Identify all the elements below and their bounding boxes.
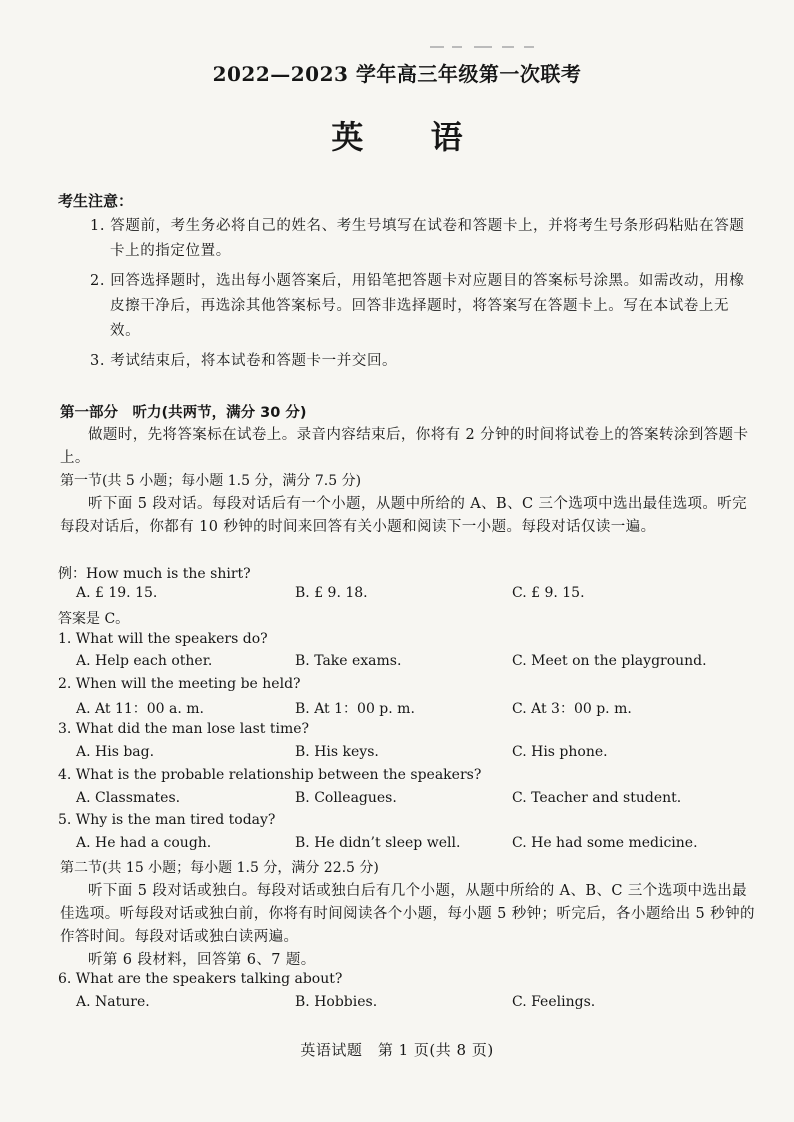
option-b[interactable]: B. £ 9. 18. [295,585,368,601]
option-a[interactable]: A. He had a cough. [76,835,212,851]
part1-heading: 第一部分 听力(共两节，满分 30 分) [60,405,307,421]
option-c[interactable]: C. Teacher and student. [512,790,682,806]
option-a[interactable]: A. At 11：00 a. m. [76,701,205,717]
notice-item: 3. 考试结束后，将本试卷和答题卡一并交回。 [90,353,398,369]
option-b[interactable]: B. He didn’t sleep well. [295,835,461,851]
example-answer: 答案是 C。 [58,611,130,627]
option-a[interactable]: A. Nature. [76,994,150,1010]
question-2-options [76,698,766,718]
scan-artifact [430,44,540,50]
question-4-options [76,790,766,810]
question-5: 5. Why is the man tired today? [58,812,276,828]
notice-list [90,214,754,379]
notice-item: 2. 回答选择题时，选出每小题答案后，用铅笔把答题卡对应题目的答案标号涂黑。如需改动，用橡皮擦干净后，再选涂其他答案标号。回答非选择题时，将答案写在答题卡上。写在本试卷上无效。 [90,273,745,339]
part1-intro: 做题时，先将答案标在试卷上。录音内容结束后，你将有 2 分钟的时间将试卷上的答案转涂到答题卡上。 [60,427,749,466]
subject-title: 英 语 [331,118,491,156]
option-b[interactable]: B. Take exams. [295,653,402,669]
section2-heading: 第二节(共 15 小题；每小题 1.5 分，满分 22.5 分) [60,860,379,876]
option-c[interactable]: C. His phone. [512,744,608,760]
question-6-options [76,994,766,1014]
option-a[interactable]: A. Help each other. [76,653,213,669]
option-c[interactable]: C. At 3：00 p. m. [512,701,632,717]
option-b[interactable]: B. Colleagues. [295,790,397,806]
notice-item: 1. 答题前，考生务必将自己的姓名、考生号填写在试卷和答题卡上，并将考生号条形码粘贴在答题卡上的指定位置。 [90,218,745,259]
question-1: 1. What will the speakers do? [58,631,268,647]
question-1-options [76,653,766,673]
option-c[interactable]: C. Meet on the playground. [512,653,707,669]
option-a[interactable]: A. £ 19. 15. [76,585,158,601]
option-a[interactable]: A. His bag. [76,744,155,760]
material-instruction: 听第 6 段材料，回答第 6、7 题。 [88,952,316,968]
section1-instructions: 听下面 5 段对话。每段对话后有一个小题，从题中所给的 A、B、C 三个选项中选出最佳选项。听完每段对话后，你都有 10 秒钟的时间来回答有关小题和阅读下一小题。每段对话仅读一遍。 [60,496,748,535]
option-b[interactable]: B. His keys. [295,744,379,760]
question-4: 4. What is the probable relationship between the speakers? [58,767,482,783]
option-a[interactable]: A. Classmates. [76,790,181,806]
question-2: 2. When will the meeting be held? [58,676,301,692]
example-question: 例：How much is the shirt? [58,566,251,582]
option-b[interactable]: B. At 1：00 p. m. [295,701,415,717]
option-c[interactable]: C. Feelings. [512,994,596,1010]
example-options [76,585,766,605]
option-b[interactable]: B. Hobbies. [295,994,378,1010]
option-c[interactable]: C. He had some medicine. [512,835,698,851]
question-3-options [76,744,766,764]
option-c[interactable]: C. £ 9. 15. [512,585,585,601]
page-footer: 英语试题 第 1 页(共 8 页) [300,1041,494,1059]
notice-title: 考生注意： [58,192,134,210]
section2-instructions: 听下面 5 段对话或独白。每段对话或独白后有几个小题，从题中所给的 A、B、C 三个选项中选出最佳选项。听每段对话或独白前，你将有时间阅读各个小题，每小题 5 秒钟；听完后，各小题给出 5 秒钟的作答时间。每段对话或独白读两遍。 [60,883,755,945]
question-6: 6. What are the speakers talking about? [58,971,343,987]
section1-heading: 第一节(共 5 小题；每小题 1.5 分，满分 7.5 分) [60,473,362,489]
exam-title: 2022—2023 学年高三年级第一次联考 [212,62,582,86]
question-5-options [76,835,766,855]
question-3: 3. What did the man lose last time? [58,721,310,737]
